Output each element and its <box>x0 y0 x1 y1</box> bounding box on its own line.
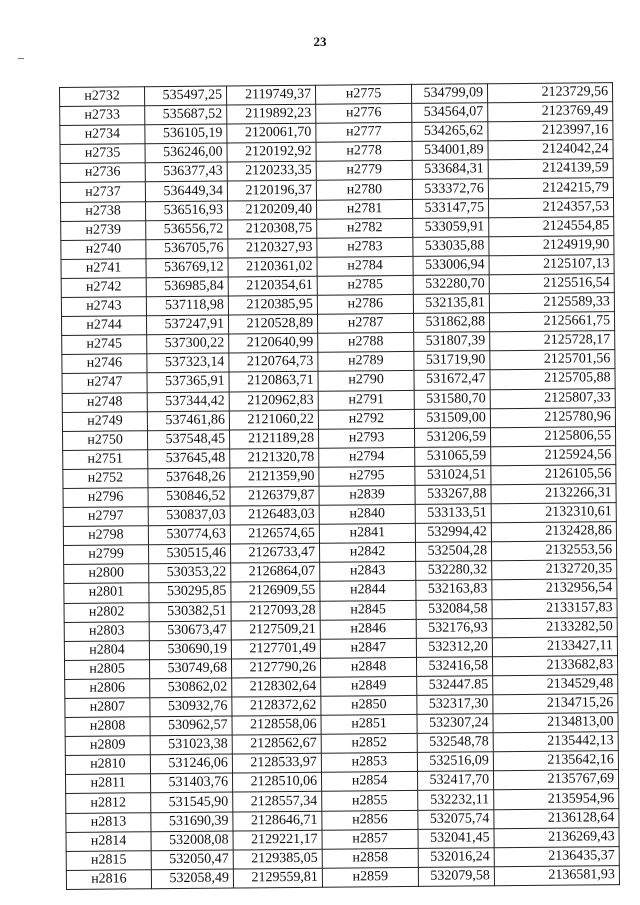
y-left-cell: 2126379,87 <box>230 486 319 506</box>
x-left-cell: 535687,52 <box>145 105 227 125</box>
x-left-cell: 530837,03 <box>148 506 230 526</box>
y-left-cell: 2129385,05 <box>233 849 322 869</box>
y-right-cell: 2123997,16 <box>488 121 613 141</box>
y-left-cell: 2126733,47 <box>230 543 319 563</box>
point-id-left-cell: н2802 <box>64 602 149 622</box>
point-id-left-cell: н2804 <box>64 640 149 660</box>
y-left-cell: 2120192,92 <box>227 143 316 163</box>
x-left-cell: 530774,63 <box>148 525 230 545</box>
x-right-cell: 532416,58 <box>416 657 492 677</box>
point-id-right-cell: н2857 <box>322 829 418 849</box>
y-right-cell: 2125728,17 <box>490 331 615 351</box>
x-right-cell: 534001,89 <box>412 141 488 161</box>
y-left-cell: 2120361,02 <box>228 257 317 277</box>
point-id-right-cell: н2777 <box>316 123 412 143</box>
y-left-cell: 2121189,28 <box>229 429 318 449</box>
x-right-cell: 531206,59 <box>414 427 490 447</box>
y-right-cell: 2125705,88 <box>490 369 615 389</box>
point-id-right-cell: н2775 <box>315 84 411 104</box>
x-left-cell: 536246,00 <box>145 143 227 163</box>
point-id-left-cell: н2813 <box>66 812 151 832</box>
y-right-cell: 2124357,53 <box>488 197 613 217</box>
y-right-cell: 2125107,13 <box>489 255 614 275</box>
point-id-right-cell: н2844 <box>320 581 416 601</box>
y-right-cell: 2125701,56 <box>490 350 615 370</box>
x-left-cell: 530846,52 <box>148 487 230 507</box>
x-left-cell: 536377,43 <box>145 162 227 182</box>
x-right-cell: 533059,91 <box>413 217 489 237</box>
x-right-cell: 532516,09 <box>417 752 493 772</box>
x-right-cell: 532176,93 <box>416 618 492 638</box>
x-right-cell: 532447.85 <box>417 676 493 696</box>
point-id-left-cell: н2752 <box>63 469 148 489</box>
y-right-cell: 2132428,86 <box>491 522 616 542</box>
point-id-left-cell: н2796 <box>63 488 148 508</box>
point-id-left-cell: н2809 <box>65 736 150 756</box>
y-left-cell: 2120327,93 <box>228 238 317 258</box>
x-right-cell: 534265,62 <box>412 122 488 142</box>
point-id-right-cell: н2784 <box>317 256 413 276</box>
point-id-right-cell: н2848 <box>320 657 416 677</box>
point-id-left-cell: н2737 <box>60 182 145 202</box>
point-id-right-cell: н2788 <box>318 333 414 353</box>
x-left-cell: 532008,08 <box>151 831 233 851</box>
y-right-cell: 2132266,31 <box>491 484 616 504</box>
point-id-right-cell: н2840 <box>319 504 415 524</box>
y-left-cell: 2120196,37 <box>227 181 316 201</box>
point-id-left-cell: н2815 <box>66 850 151 870</box>
point-id-right-cell: н2859 <box>322 867 418 887</box>
x-right-cell: 532041,45 <box>418 828 494 848</box>
x-left-cell: 530295,85 <box>149 582 231 602</box>
y-right-cell: 2133157,83 <box>492 598 617 618</box>
y-left-cell: 2128558,06 <box>232 715 321 735</box>
point-id-right-cell: н2776 <box>316 104 412 124</box>
point-id-left-cell: н2812 <box>66 793 151 813</box>
x-left-cell: 536985,84 <box>146 277 228 297</box>
x-right-cell: 532317,30 <box>417 695 493 715</box>
y-right-cell: 2125516,54 <box>489 274 614 294</box>
y-left-cell: 2126483,03 <box>230 505 319 525</box>
point-id-right-cell: н2792 <box>318 409 414 429</box>
point-id-left-cell: н2745 <box>62 335 147 355</box>
y-left-cell: 2119892,23 <box>227 104 316 124</box>
y-right-cell: 2135954,96 <box>494 789 619 809</box>
y-left-cell: 2120354,61 <box>228 276 317 296</box>
y-right-cell: 2125661,75 <box>489 312 614 332</box>
y-left-cell: 2128302,64 <box>232 677 321 697</box>
point-id-right-cell: н2849 <box>321 676 417 696</box>
x-left-cell: 532058,49 <box>151 869 233 889</box>
x-left-cell: 530673,47 <box>149 621 231 641</box>
y-left-cell: 2127701,49 <box>231 639 320 659</box>
y-left-cell: 2127509,21 <box>231 620 320 640</box>
x-right-cell: 531807,39 <box>414 332 490 352</box>
point-id-left-cell: н2749 <box>62 411 147 431</box>
point-id-left-cell: н2799 <box>64 545 149 565</box>
x-left-cell: 537645,48 <box>148 449 230 469</box>
x-left-cell: 530353,22 <box>149 563 231 583</box>
x-left-cell: 530932,76 <box>150 697 232 717</box>
x-right-cell: 532417,70 <box>417 771 493 791</box>
x-right-cell: 533035,88 <box>413 237 489 257</box>
point-id-left-cell: н2747 <box>62 373 147 393</box>
point-id-right-cell: н2858 <box>322 848 418 868</box>
x-left-cell: 537323,14 <box>147 353 229 373</box>
x-right-cell: 531580,70 <box>414 389 490 409</box>
point-id-right-cell: н2847 <box>320 638 416 658</box>
point-id-right-cell: н2842 <box>319 543 415 563</box>
point-id-right-cell: н2794 <box>319 447 415 467</box>
y-right-cell: 2134813,00 <box>493 713 618 733</box>
point-id-right-cell: н2856 <box>322 810 418 830</box>
point-id-left-cell: н2800 <box>64 564 149 584</box>
x-right-cell: 531509,00 <box>414 408 490 428</box>
y-left-cell: 2126909,55 <box>231 582 320 602</box>
point-id-left-cell: н2736 <box>60 163 145 183</box>
x-right-cell: 534564,07 <box>412 103 488 123</box>
y-left-cell: 2128510,06 <box>232 773 321 793</box>
point-id-right-cell: н2793 <box>318 428 414 448</box>
x-right-cell: 532307,24 <box>417 714 493 734</box>
point-id-right-cell: н2843 <box>320 562 416 582</box>
point-id-right-cell: н2845 <box>320 600 416 620</box>
x-right-cell: 532075,74 <box>418 809 494 829</box>
y-right-cell: 2135767,69 <box>493 770 618 790</box>
y-right-cell: 2132956,54 <box>492 579 617 599</box>
point-id-left-cell: н2734 <box>60 125 145 145</box>
point-id-right-cell: н2841 <box>319 524 415 544</box>
y-left-cell: 2120962,83 <box>229 391 318 411</box>
x-right-cell: 532163,83 <box>416 580 492 600</box>
point-id-right-cell: н2791 <box>318 390 414 410</box>
y-right-cell: 2132310,61 <box>491 503 616 523</box>
x-left-cell: 530515,46 <box>149 544 231 564</box>
point-id-right-cell: н2839 <box>319 485 415 505</box>
y-right-cell: 2132553,56 <box>491 541 616 561</box>
y-left-cell: 2128557,34 <box>233 792 322 812</box>
x-left-cell: 537365,91 <box>147 372 229 392</box>
point-id-right-cell: н2852 <box>321 734 417 754</box>
y-right-cell: 2123769,49 <box>488 102 613 122</box>
y-right-cell: 2124215,79 <box>488 178 613 198</box>
y-right-cell: 2134529,48 <box>493 675 618 695</box>
point-id-left-cell: н2810 <box>65 755 150 775</box>
point-id-left-cell: н2803 <box>64 621 149 641</box>
x-right-cell: 532280,32 <box>416 561 492 581</box>
x-left-cell: 531545,90 <box>151 792 233 812</box>
point-id-right-cell: н2854 <box>321 772 417 792</box>
x-right-cell: 531065,59 <box>415 447 491 467</box>
x-right-cell: 531862,88 <box>413 313 489 333</box>
y-right-cell: 2132720,35 <box>492 560 617 580</box>
x-left-cell: 537344,42 <box>147 392 229 412</box>
point-id-right-cell: н2782 <box>317 218 413 238</box>
point-id-left-cell: н2746 <box>62 354 147 374</box>
point-id-right-cell: н2780 <box>316 180 412 200</box>
point-id-left-cell: н2805 <box>65 660 150 680</box>
margin-mark <box>18 58 24 59</box>
point-id-right-cell: н2855 <box>322 791 418 811</box>
y-right-cell: 2136581,93 <box>494 865 619 885</box>
x-left-cell: 536556,72 <box>146 220 228 240</box>
y-right-cell: 2125806,55 <box>490 426 615 446</box>
y-right-cell: 2135442,13 <box>493 732 618 752</box>
x-left-cell: 536769,12 <box>146 258 228 278</box>
x-right-cell: 533372,76 <box>412 179 488 199</box>
x-left-cell: 537648,26 <box>148 468 230 488</box>
x-right-cell: 531672,47 <box>414 370 490 390</box>
y-left-cell: 2127093,28 <box>231 601 320 621</box>
point-id-left-cell: н2750 <box>63 430 148 450</box>
x-left-cell: 536705,76 <box>146 239 228 259</box>
point-id-left-cell: н2811 <box>66 774 151 794</box>
y-left-cell: 2121060,22 <box>229 410 318 430</box>
x-left-cell: 532050,47 <box>151 850 233 870</box>
x-right-cell: 532548,78 <box>417 733 493 753</box>
y-left-cell: 2120863,71 <box>229 372 318 392</box>
x-right-cell: 533147,75 <box>412 198 488 218</box>
point-id-left-cell: н2742 <box>61 278 146 298</box>
coordinates-table <box>59 82 620 890</box>
y-right-cell: 2125807,33 <box>490 388 615 408</box>
point-id-left-cell: н2816 <box>66 870 151 890</box>
point-id-right-cell: н2851 <box>321 714 417 734</box>
x-right-cell: 532079,58 <box>418 867 494 887</box>
point-id-right-cell: н2789 <box>318 352 414 372</box>
y-right-cell: 2124919,90 <box>489 235 614 255</box>
y-left-cell: 2120233,35 <box>227 162 316 182</box>
x-right-cell: 533684,31 <box>412 160 488 180</box>
x-right-cell: 532135,81 <box>413 294 489 314</box>
y-right-cell: 2136128,64 <box>494 808 619 828</box>
x-left-cell: 535497,25 <box>145 86 227 106</box>
y-right-cell: 2125780,96 <box>490 407 615 427</box>
y-left-cell: 2120528,89 <box>228 314 317 334</box>
point-id-left-cell: н2733 <box>60 106 145 126</box>
y-left-cell: 2129221,17 <box>233 830 322 850</box>
x-right-cell: 532312,20 <box>416 637 492 657</box>
x-left-cell: 531246,06 <box>150 754 232 774</box>
y-left-cell: 2121359,90 <box>230 467 319 487</box>
y-right-cell: 2133282,50 <box>492 617 617 637</box>
y-left-cell: 2120209,40 <box>227 200 316 220</box>
y-right-cell: 2124139,59 <box>488 159 613 179</box>
page-number: 23 <box>313 34 327 49</box>
point-id-right-cell: н2850 <box>321 695 417 715</box>
point-id-left-cell: н2748 <box>62 392 147 412</box>
y-right-cell: 2124042,24 <box>488 140 613 160</box>
x-right-cell: 532232,11 <box>418 790 494 810</box>
point-id-left-cell: н2735 <box>60 144 145 164</box>
point-id-left-cell: н2732 <box>60 87 145 107</box>
x-right-cell: 534799,09 <box>411 84 487 104</box>
x-right-cell: 532280,70 <box>413 275 489 295</box>
point-id-right-cell: н2781 <box>316 199 412 219</box>
point-id-left-cell: н2741 <box>61 259 146 279</box>
point-id-right-cell: н2783 <box>317 237 413 257</box>
x-right-cell: 532504,28 <box>415 542 491 562</box>
x-left-cell: 531023,38 <box>150 735 232 755</box>
x-left-cell: 531403,76 <box>150 773 232 793</box>
point-id-left-cell: н2808 <box>65 717 150 737</box>
point-id-right-cell: н2846 <box>320 619 416 639</box>
y-left-cell: 2127790,26 <box>231 658 320 678</box>
table-row <box>66 865 619 889</box>
y-left-cell: 2126864,07 <box>231 563 320 583</box>
point-id-left-cell: н2738 <box>61 201 146 221</box>
x-right-cell: 533267,88 <box>415 485 491 505</box>
y-left-cell: 2120061,70 <box>227 123 316 143</box>
y-left-cell: 2121320,78 <box>230 448 319 468</box>
x-right-cell: 532084,58 <box>416 599 492 619</box>
x-left-cell: 530690,19 <box>149 640 231 660</box>
x-left-cell: 537118,98 <box>146 296 228 316</box>
x-left-cell: 536516,93 <box>146 201 228 221</box>
point-id-right-cell: н2790 <box>318 371 414 391</box>
point-id-left-cell: н2806 <box>65 679 150 699</box>
x-left-cell: 537461,86 <box>147 411 229 431</box>
x-left-cell: 537300,22 <box>147 334 229 354</box>
x-right-cell: 532016,24 <box>418 847 494 867</box>
point-id-left-cell: н2743 <box>61 297 146 317</box>
y-right-cell: 2134715,26 <box>493 694 618 714</box>
x-right-cell: 531024,51 <box>415 466 491 486</box>
coordinates-table-body <box>60 83 620 890</box>
x-left-cell: 530749,68 <box>149 659 231 679</box>
y-left-cell: 2128372,62 <box>232 696 321 716</box>
point-id-right-cell: н2778 <box>316 142 412 162</box>
y-right-cell: 2133427,11 <box>492 636 617 656</box>
y-left-cell: 2128646,71 <box>233 811 322 831</box>
y-right-cell: 2135642,16 <box>493 751 618 771</box>
point-id-left-cell: н2798 <box>63 526 148 546</box>
y-left-cell: 2120385,95 <box>228 295 317 315</box>
point-id-right-cell: н2785 <box>317 275 413 295</box>
x-left-cell: 537247,91 <box>147 315 229 335</box>
point-id-left-cell: н2740 <box>61 239 146 259</box>
point-id-right-cell: н2795 <box>319 466 415 486</box>
y-right-cell: 2133682,83 <box>492 655 617 675</box>
x-right-cell: 533006,94 <box>413 256 489 276</box>
x-left-cell: 536105,19 <box>145 124 227 144</box>
y-left-cell: 2129559,81 <box>233 868 322 888</box>
y-right-cell: 2126105,56 <box>491 465 616 485</box>
point-id-right-cell: н2786 <box>317 294 413 314</box>
y-left-cell: 2119749,37 <box>226 85 315 105</box>
point-id-left-cell: н2801 <box>64 583 149 603</box>
x-left-cell: 530382,51 <box>149 602 231 622</box>
point-id-right-cell: н2779 <box>316 161 412 181</box>
point-id-left-cell: н2751 <box>63 450 148 470</box>
y-right-cell: 2125924,56 <box>491 445 616 465</box>
y-right-cell: 2123729,56 <box>487 83 612 103</box>
x-left-cell: 537548,45 <box>148 430 230 450</box>
y-right-cell: 2136435,37 <box>494 846 619 866</box>
y-left-cell: 2126574,65 <box>230 524 319 544</box>
y-left-cell: 2120764,73 <box>229 353 318 373</box>
y-left-cell: 2128533,97 <box>232 754 321 774</box>
y-right-cell: 2124554,85 <box>489 216 614 236</box>
x-right-cell: 531719,90 <box>414 351 490 371</box>
point-id-right-cell: н2853 <box>321 753 417 773</box>
point-id-left-cell: н2807 <box>65 698 150 718</box>
point-id-left-cell: н2744 <box>62 316 147 336</box>
point-id-left-cell: н2739 <box>61 220 146 240</box>
x-left-cell: 536449,34 <box>145 182 227 202</box>
point-id-left-cell: н2797 <box>63 507 148 527</box>
x-left-cell: 530862,02 <box>150 678 232 698</box>
y-right-cell: 2125589,33 <box>489 293 614 313</box>
y-left-cell: 2128562,67 <box>232 734 321 754</box>
y-left-cell: 2120640,99 <box>229 333 318 353</box>
x-right-cell: 532994,42 <box>415 523 491 543</box>
x-right-cell: 533133,51 <box>415 504 491 524</box>
y-left-cell: 2120308,75 <box>228 219 317 239</box>
x-left-cell: 530962,57 <box>150 716 232 736</box>
y-right-cell: 2136269,43 <box>494 827 619 847</box>
x-left-cell: 531690,39 <box>151 812 233 832</box>
point-id-right-cell: н2787 <box>317 314 413 334</box>
point-id-left-cell: н2814 <box>66 831 151 851</box>
